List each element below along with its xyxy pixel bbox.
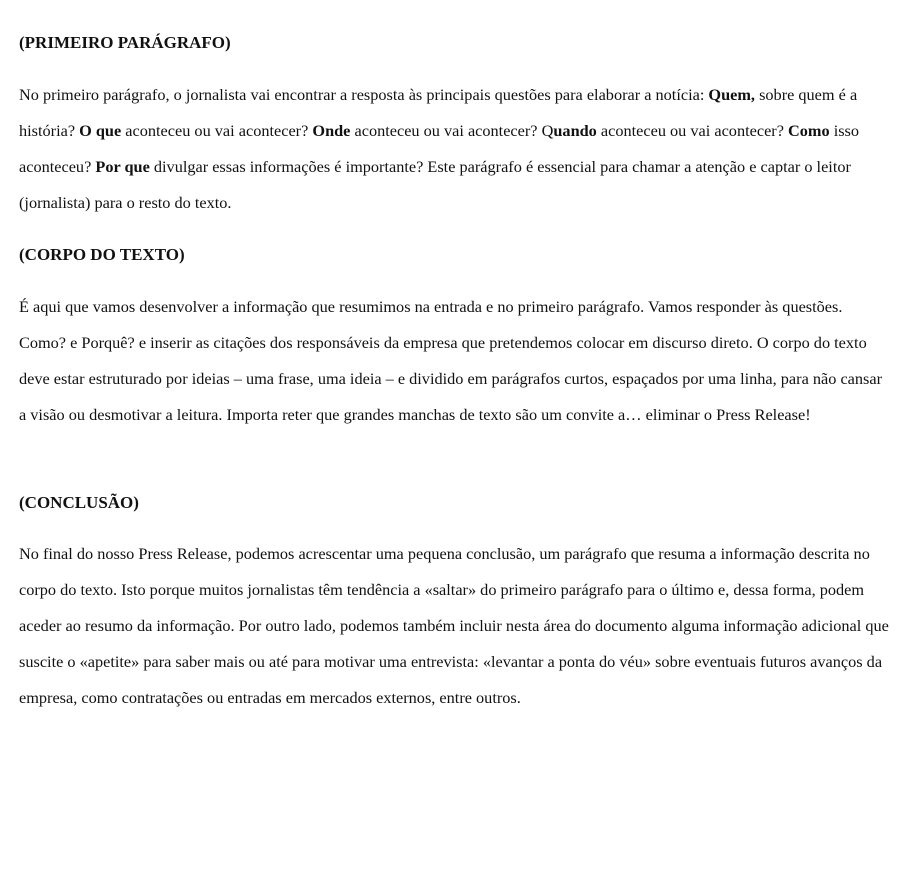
bold-text-run: uando xyxy=(553,121,597,140)
text-run: isso aconteceu? xyxy=(19,121,860,176)
text-run: É aqui que vamos desenvolver a informação que resumimos na entrada e no primeiro parágrafo. Vamos responder às questões. Como? e Porquê? e inserir as citações dos responsáveis da empresa que pretendemos colocar em discurso direto. O corpo do texto deve estar estruturado por ideias – uma frase, uma ideia – e dividido em parágrafos curtos, espaçados por uma linha, para não cansar a visão ou desmotivar a leitura. Importa reter que grandes manchas de texto são um convite a… eliminar o Press Release! xyxy=(19,297,883,424)
text-run: No primeiro parágrafo, o jornalista vai encontrar a resposta às principais questões para elaborar a notícia: xyxy=(19,85,709,104)
section-paragraph-primeiro-paragrafo xyxy=(19,77,891,221)
section-paragraph-corpo-do-texto xyxy=(19,289,891,433)
text-run: aconteceu ou vai acontecer? xyxy=(121,121,313,140)
text-run: divulgar essas informações é importante? Este parágrafo é essencial para chamar a atenção e captar o leitor (jornalista) para o resto do texto. xyxy=(19,157,851,212)
bold-text-run: Por que xyxy=(95,157,150,176)
text-run: sobre quem é a história? xyxy=(19,85,858,140)
section-heading-primeiro-paragrafo: (PRIMEIRO PARÁGRAFO) xyxy=(19,33,231,52)
bold-text-run: Quem, xyxy=(708,85,755,104)
bold-text-run: O que xyxy=(79,121,122,140)
text-run: No final do nosso Press Release, podemos acrescentar uma pequena conclusão, um parágrafo que resuma a informação descrita no corpo do texto. Isto porque muitos jornalistas têm tendência a «saltar» do primeiro parágrafo para o último e, dessa forma, podem aceder ao resumo da informação. Por outro lado, podemos também incluir nesta área do documento alguma informação adicional que suscite o «apetite» para saber mais ou até para motivar uma entrevista: «levantar a ponta do véu» sobre eventuais futuros avanços da empresa, como contratações ou entradas em mercados externos, entre outros. xyxy=(19,544,889,707)
bold-text-run: Onde xyxy=(312,121,351,140)
section-heading-conclusao: (CONCLUSÃO) xyxy=(19,493,139,512)
text-run: aconteceu ou vai acontecer? xyxy=(596,121,789,140)
bold-text-run: Como xyxy=(788,121,830,140)
section-heading-corpo-do-texto: (CORPO DO TEXTO) xyxy=(19,245,185,264)
section-paragraph-conclusao xyxy=(19,536,891,716)
text-run: aconteceu ou vai acontecer? Q xyxy=(350,121,554,140)
